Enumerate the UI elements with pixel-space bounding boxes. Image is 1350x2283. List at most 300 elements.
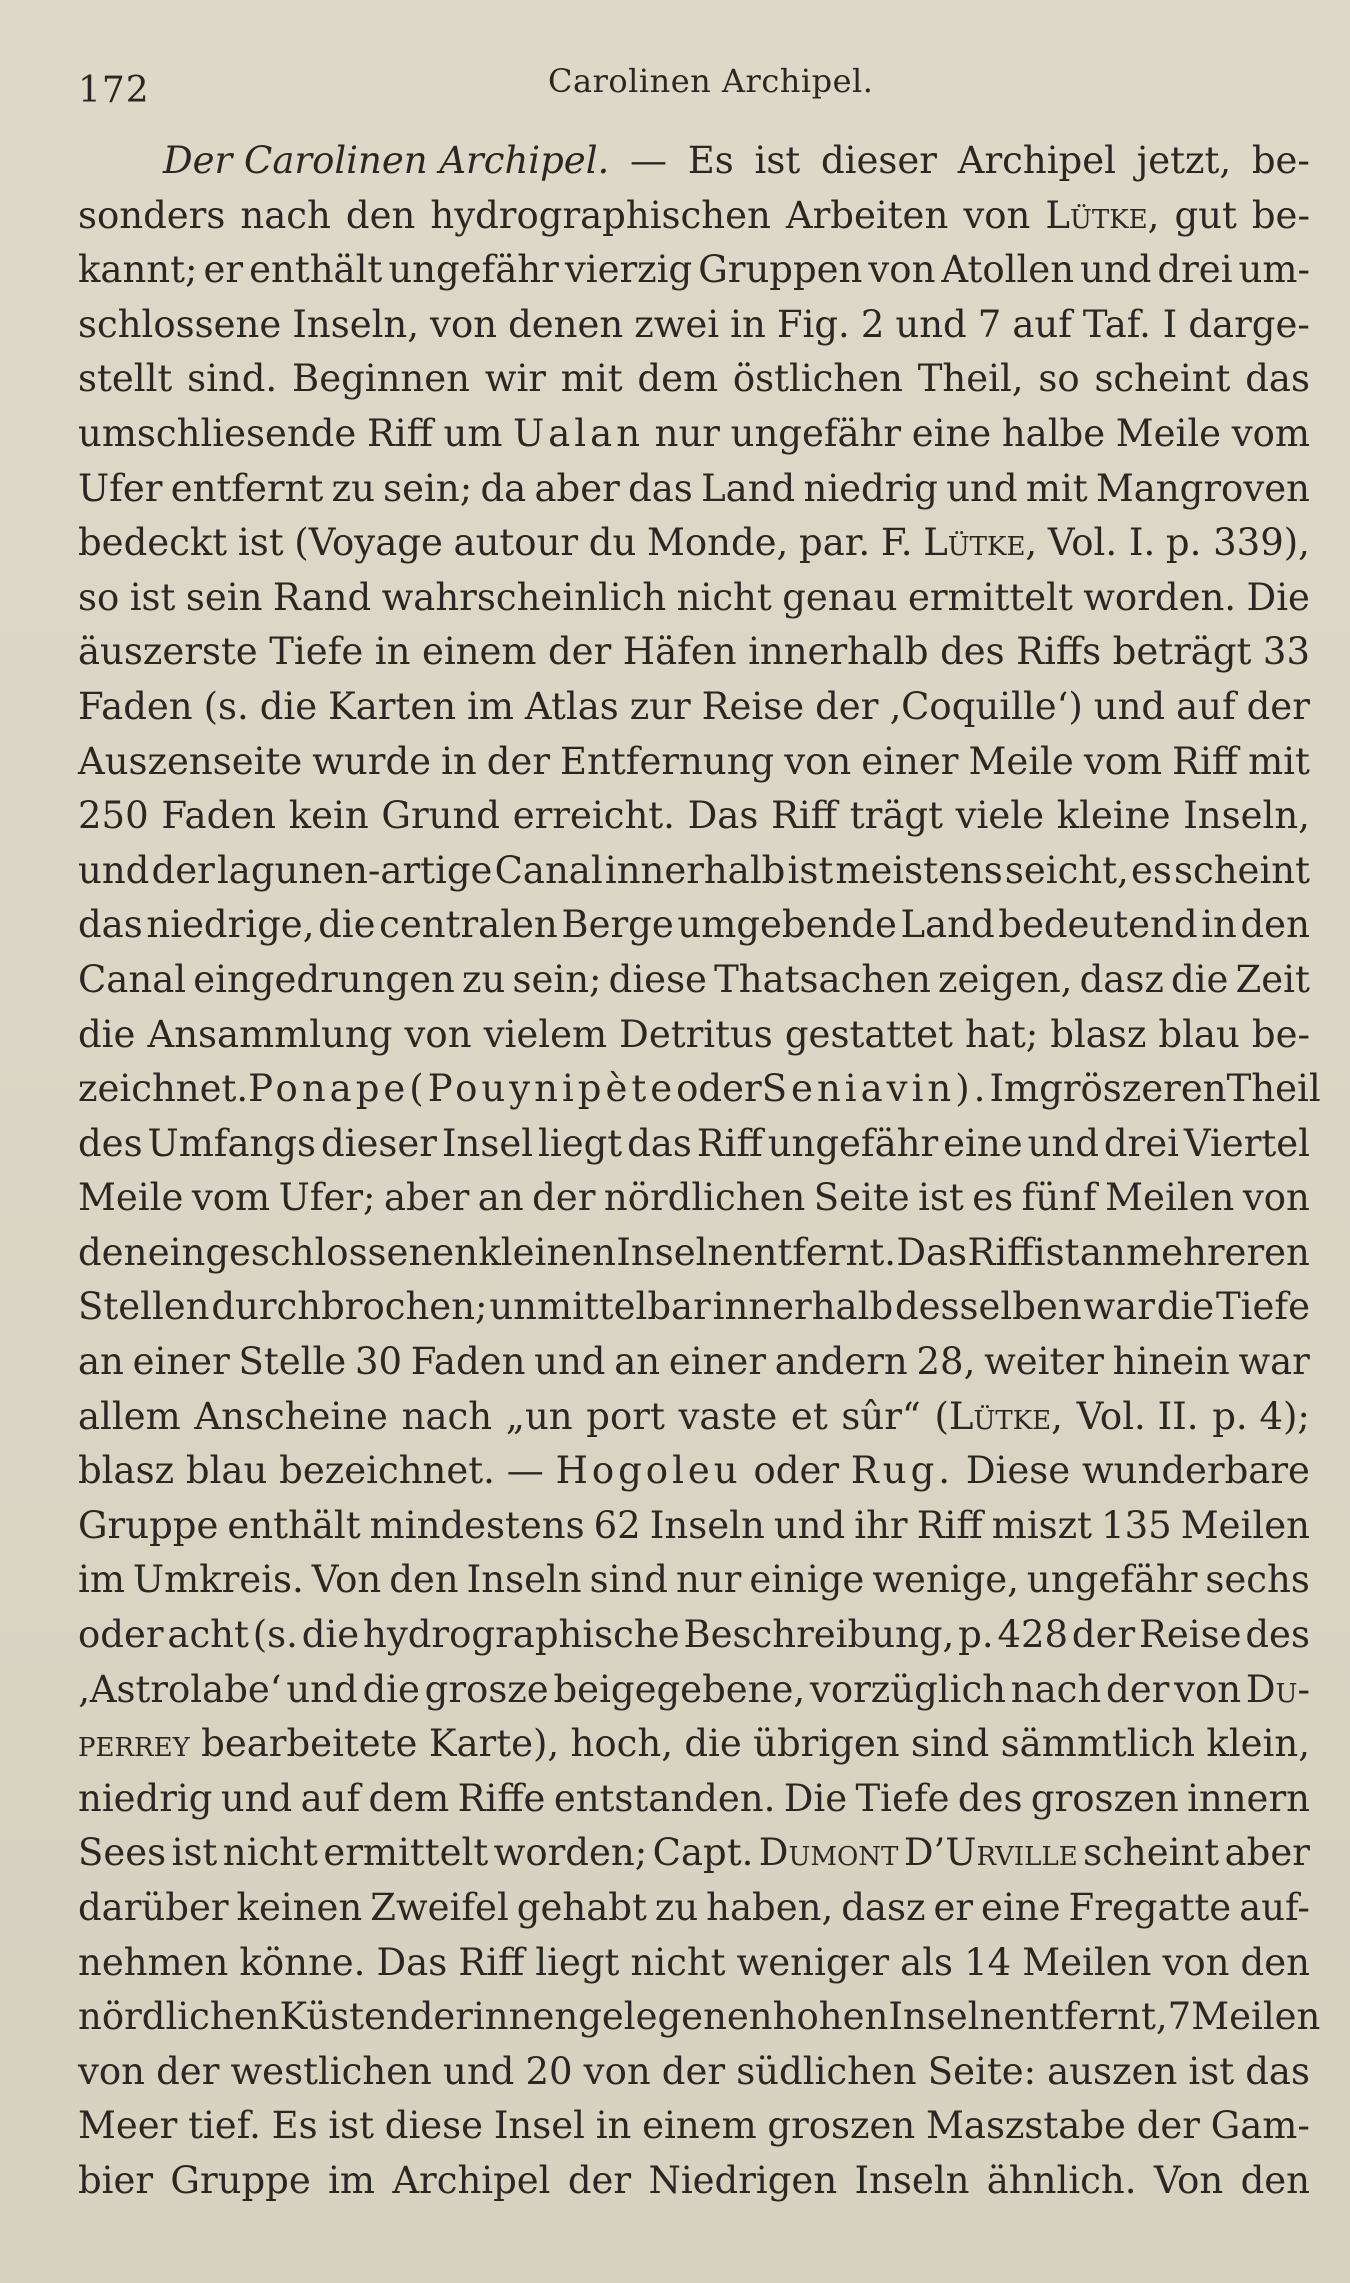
word: Von	[1153, 2158, 1224, 2202]
word: genau	[782, 575, 898, 619]
word: weniger	[736, 1940, 890, 1984]
word: des	[1245, 1613, 1310, 1657]
word: hydrographische	[363, 1613, 680, 1657]
word: die	[684, 1722, 742, 1766]
word: ist	[328, 2104, 375, 2148]
word: ungefähr	[388, 248, 559, 292]
text-line	[78, 516, 1310, 571]
word: Ualan	[513, 411, 645, 455]
word: Riff	[771, 794, 838, 838]
word: Karten	[328, 684, 457, 728]
word: ist	[754, 139, 801, 182]
word: die	[362, 1667, 420, 1711]
word: Meilen	[1191, 1995, 1321, 2039]
word: in	[1201, 903, 1237, 947]
word: Es	[687, 139, 734, 182]
word: Theil	[1226, 1067, 1321, 1111]
word: den	[389, 1558, 459, 1602]
word: ist	[237, 521, 284, 565]
word: Zeit	[1235, 957, 1310, 1001]
word: Seite:	[927, 2049, 1037, 2093]
word: übrigen	[753, 1722, 900, 1766]
word: ungefähr	[730, 411, 902, 455]
word: oder	[78, 1613, 164, 1657]
word: oder	[676, 1067, 762, 1111]
word: auf	[1012, 302, 1072, 346]
text-line	[78, 462, 1310, 517]
word: vielem	[483, 1012, 608, 1056]
word: 30	[354, 1340, 403, 1384]
word: im	[467, 684, 514, 728]
word: Rand	[272, 575, 372, 619]
word: Das	[896, 1230, 968, 1274]
word: das	[78, 903, 143, 947]
word: ungefähr	[767, 1121, 939, 1165]
word: mit	[1248, 739, 1310, 783]
word: der	[1136, 2104, 1200, 2148]
word: Faden	[78, 684, 193, 728]
text-line	[78, 1772, 1310, 1827]
word: einem	[421, 630, 537, 674]
word: da	[480, 466, 527, 510]
word: der	[815, 684, 879, 728]
word: Auszenseite	[78, 739, 303, 783]
word: sind	[910, 1722, 990, 1766]
text-line	[78, 134, 1310, 189]
word: einige	[749, 1558, 865, 1602]
word: bezeichnet.	[279, 1449, 495, 1493]
word: vaste	[678, 1394, 778, 1438]
word: dasz	[1079, 957, 1164, 1001]
word: wahrscheinlich	[381, 575, 667, 619]
text-line	[78, 1280, 1310, 1335]
word: zeichnet.	[78, 1067, 249, 1111]
word: grosze	[424, 1667, 549, 1711]
text-line	[78, 1717, 1310, 1772]
word: und	[1093, 684, 1166, 728]
word: niedrig	[803, 466, 938, 510]
running-head: Carolinen Archipel.	[548, 62, 874, 100]
word: scheint	[1174, 848, 1310, 892]
word: von	[1242, 1176, 1310, 1220]
word: bearbeitete	[201, 1722, 418, 1766]
word: Du-	[1245, 1667, 1310, 1711]
word: Ansammlung	[147, 1012, 393, 1056]
word: dem	[368, 1776, 450, 1820]
word: die	[259, 684, 318, 728]
word: worden.	[1083, 575, 1237, 619]
word: von	[784, 739, 852, 783]
text-line	[78, 1936, 1310, 1991]
word: entstanden.	[553, 1776, 776, 1820]
word: ‚Coquille‘)	[889, 684, 1083, 728]
word: par.	[799, 521, 871, 565]
word: Atollen	[941, 248, 1075, 292]
word: Riffe	[457, 1776, 546, 1820]
word: aber	[1224, 1831, 1310, 1875]
word: port	[586, 1394, 665, 1438]
word: und	[220, 1776, 293, 1820]
word: äuszerste	[78, 630, 258, 674]
text-line	[78, 789, 1310, 844]
word: einem	[642, 2104, 757, 2148]
word: centralen	[379, 903, 558, 947]
word: Lütke,	[1045, 193, 1160, 237]
word: von	[1162, 1940, 1230, 1984]
text-line	[78, 1553, 1310, 1608]
word: hinein	[1112, 1340, 1230, 1384]
word: stellt	[78, 357, 173, 401]
word: Land	[701, 466, 796, 510]
text-line	[78, 1608, 1310, 1663]
word: zu	[331, 466, 375, 510]
text-line	[78, 1444, 1310, 1499]
word: und	[286, 1667, 358, 1711]
word: Fig.	[776, 302, 850, 346]
word: mit	[560, 357, 623, 401]
word: den	[1240, 903, 1310, 947]
word: eine	[911, 411, 992, 455]
word: sein	[185, 575, 263, 619]
word: be-	[1251, 139, 1310, 182]
word: Stellen	[78, 1285, 210, 1329]
word: 428	[997, 1613, 1069, 1657]
word: die	[318, 903, 376, 947]
word: tief.	[188, 2104, 261, 2148]
word: blasz	[1050, 1012, 1147, 1056]
text-line	[78, 1335, 1310, 1390]
word: blasz	[78, 1449, 175, 1493]
word: du	[588, 521, 637, 565]
word: Diese	[965, 1449, 1071, 1493]
word: et	[790, 1394, 828, 1438]
word: den	[1240, 1940, 1310, 1984]
word: ermittelt	[907, 575, 1073, 619]
word: schlossene	[78, 302, 282, 346]
word: aber	[383, 1176, 470, 1220]
word: Gam-	[1210, 2104, 1310, 2148]
word: der	[548, 630, 612, 674]
word: Meile	[78, 1176, 184, 1220]
word: umgebende	[677, 903, 897, 947]
word: Faden	[161, 794, 276, 838]
word: kein	[288, 794, 369, 838]
text-line	[78, 1226, 1310, 1281]
text-line	[78, 953, 1310, 1008]
word: umschliesende	[78, 411, 357, 455]
word: Reise	[701, 684, 805, 728]
word: Der Carolinen Archipel.	[163, 139, 610, 182]
word: sind.	[187, 357, 278, 401]
word: nur	[654, 411, 720, 455]
word: sämmtlich	[1000, 1722, 1195, 1766]
word: den	[345, 193, 416, 237]
word: Archipel	[957, 139, 1116, 182]
body-text	[78, 134, 1321, 2209]
word: hat;	[964, 1012, 1039, 1056]
text-line	[78, 898, 1310, 953]
word: entfernt	[170, 466, 324, 510]
word: Arbeiten	[785, 193, 949, 237]
word: diese	[384, 2104, 484, 2148]
word: eingedrungen	[193, 957, 455, 1001]
word: nur	[675, 1558, 742, 1602]
word: Hogoleu	[555, 1449, 742, 1493]
word: nach	[240, 193, 331, 237]
word: sein;	[383, 466, 473, 510]
word: Canal	[494, 848, 603, 892]
word: Dumont	[758, 1831, 899, 1875]
word: liegt	[538, 1121, 623, 1165]
word: entfernt.	[731, 1230, 896, 1274]
word: Taf. I	[1082, 302, 1178, 346]
word: klein,	[1206, 1722, 1310, 1766]
word: den	[78, 1230, 148, 1274]
word: im	[78, 1558, 125, 1602]
word: Inseln	[649, 1503, 765, 1547]
word: Inseln	[616, 1230, 732, 1274]
word: unmittelbar	[489, 1285, 711, 1329]
word: Riff	[916, 1503, 983, 1547]
word: zu	[462, 957, 506, 1001]
word: an	[1079, 1230, 1126, 1274]
word: Grund	[381, 794, 500, 838]
word: p.	[958, 1613, 994, 1657]
word: vierzig	[564, 248, 693, 292]
word: Vol. II.	[1076, 1394, 1199, 1438]
word: die	[1156, 1285, 1215, 1329]
word: der	[1246, 684, 1310, 728]
word: Niedrigen	[648, 2158, 838, 2202]
word: vom	[1231, 411, 1310, 455]
word: 62	[593, 1503, 641, 1547]
word: von	[430, 302, 498, 346]
text-line	[78, 735, 1310, 790]
word: ist	[171, 1831, 218, 1875]
word: autour	[453, 521, 579, 565]
word: (Voyage	[294, 521, 443, 565]
word: ungefähr	[1026, 1558, 1198, 1602]
word: Land	[900, 903, 995, 947]
word: sonders	[78, 193, 226, 237]
text-line	[78, 189, 1310, 244]
word: um	[443, 411, 503, 455]
word: 20	[525, 2049, 573, 2093]
word: Beginnen	[292, 357, 470, 401]
word: Berge	[561, 903, 674, 947]
word: innerhalb	[748, 630, 929, 674]
word: mindestens	[369, 1503, 585, 1547]
word: dasz	[841, 1886, 926, 1929]
word: fünf	[1021, 1176, 1097, 1220]
word: Meile	[1115, 411, 1222, 455]
word: Tiefe	[855, 1776, 950, 1820]
word: perrey	[78, 1722, 190, 1766]
word: wurde	[312, 739, 432, 783]
word: an	[477, 1176, 524, 1220]
word: Reise	[1139, 1613, 1242, 1657]
text-line	[78, 1390, 1310, 1445]
word: Das	[687, 794, 759, 838]
word: auf	[1176, 684, 1236, 728]
word: eine	[943, 1121, 1023, 1165]
word: ist	[1033, 1230, 1080, 1274]
word: p. 4);	[1212, 1394, 1310, 1438]
word: in	[595, 2104, 632, 2148]
word: der	[567, 2158, 632, 2202]
word: der	[409, 1995, 473, 2039]
word: beträgt	[1112, 630, 1252, 674]
word: des	[940, 630, 1005, 674]
word: Meilen	[1105, 1176, 1235, 1220]
word: der	[661, 2049, 726, 2093]
word: das	[1245, 357, 1310, 401]
word: Gruppen	[698, 248, 863, 292]
text-line	[78, 2154, 1310, 2209]
text-line	[78, 571, 1310, 626]
word: Meer	[78, 2104, 178, 2148]
word: innerhalb	[712, 1285, 894, 1329]
word: an	[78, 1340, 124, 1384]
word: beigegebene,	[553, 1667, 806, 1711]
word: einer	[668, 1340, 767, 1384]
word: als	[900, 1940, 954, 1984]
word: ist	[1188, 2049, 1235, 2093]
word: in	[374, 630, 411, 674]
word: erreicht.	[512, 794, 675, 838]
word: Tiefe	[1215, 1285, 1310, 1329]
word: Inseln	[854, 2158, 970, 2202]
word: wir	[484, 357, 546, 401]
word: an	[614, 1340, 661, 1384]
word: groszen	[1030, 1776, 1179, 1820]
word: dieser	[821, 139, 937, 182]
word: und	[946, 466, 1018, 510]
word: Riff	[458, 1940, 525, 1984]
word: be-	[1251, 193, 1310, 237]
word: 135	[1101, 1503, 1172, 1547]
word: Das	[376, 1940, 448, 1984]
text-line	[78, 844, 1310, 899]
word: von	[583, 2049, 651, 2093]
word: seicht,	[1004, 848, 1129, 892]
text-line	[78, 243, 1310, 298]
word: 250	[78, 794, 149, 838]
word: (Lütke,	[934, 1394, 1063, 1438]
text-line	[78, 1062, 1321, 1117]
text-line	[78, 2045, 1310, 2100]
word: p. 339),	[1165, 521, 1310, 565]
word: nicht	[676, 575, 772, 619]
word: der	[156, 2049, 220, 2093]
word: acht	[167, 1613, 249, 1657]
word: bier	[78, 2158, 154, 2202]
word: Detritus	[619, 1012, 773, 1056]
word: Inseln,	[292, 302, 420, 346]
word: niedrig	[78, 1776, 213, 1820]
word: Gruppe	[170, 2158, 311, 2202]
word: ist	[129, 575, 176, 619]
word: Anscheine	[194, 1394, 388, 1438]
word: zeigen,	[938, 957, 1073, 1001]
word: sûr“	[841, 1394, 921, 1438]
word: viele	[955, 794, 1045, 838]
word: einer	[861, 739, 959, 783]
word: war	[1238, 1340, 1310, 1384]
word: Sees	[78, 1831, 167, 1875]
word: gelegenen	[578, 1995, 773, 2039]
word: enthält	[227, 1503, 361, 1547]
word: hoch,	[570, 1722, 673, 1766]
word: dieser	[320, 1121, 437, 1165]
word: Viertel	[1183, 1121, 1310, 1165]
word: vorzüglich	[809, 1667, 1007, 1711]
word: sind	[589, 1558, 668, 1602]
word: innern	[1187, 1776, 1310, 1820]
word: kleinen	[478, 1230, 616, 1274]
word: vom	[1083, 739, 1163, 783]
word: Gruppe	[78, 1503, 219, 1547]
word: der	[486, 739, 551, 783]
word: miszt	[991, 1503, 1093, 1547]
word: war	[1083, 1285, 1155, 1329]
word: innen	[472, 1995, 579, 2039]
word: und	[1027, 1121, 1099, 1165]
text-line	[78, 1171, 1310, 1226]
word: D’Urville	[903, 1831, 1078, 1875]
word: so	[1038, 357, 1080, 401]
word: der	[1106, 1667, 1170, 1711]
word: wenige,	[872, 1558, 1019, 1602]
word: Atlas	[524, 684, 619, 728]
word: Monde,	[646, 521, 789, 565]
word: Es	[271, 2104, 318, 2148]
word: niedrige,	[146, 903, 315, 947]
word: Riff	[366, 411, 433, 455]
word: einer	[132, 1340, 230, 1384]
word: worden;	[493, 1831, 648, 1875]
word: Von	[311, 1558, 382, 1602]
word: nach	[401, 1394, 493, 1438]
word: groszen	[767, 2104, 916, 2148]
word: die	[301, 1613, 360, 1657]
word: Entfernung	[560, 739, 775, 783]
word: zwei	[634, 302, 720, 346]
word: —	[506, 1449, 544, 1493]
word: er	[933, 1886, 974, 1929]
word: Insel	[493, 2104, 585, 2148]
text-line	[78, 2099, 1310, 2154]
word: Inseln,	[1183, 794, 1310, 838]
word: um-	[1238, 248, 1310, 292]
word: 14	[964, 1940, 1012, 1984]
word: durchbrochen;	[211, 1285, 488, 1329]
word: des	[78, 1121, 143, 1165]
word: bedeutend	[998, 903, 1198, 947]
word: darüber	[78, 1886, 229, 1929]
word: Lütke,	[923, 521, 1038, 565]
word: Stelle	[238, 1340, 347, 1384]
word: es	[972, 1176, 1014, 1220]
text-line	[78, 1990, 1321, 2045]
word: in	[730, 302, 766, 346]
word: ähnlich.	[986, 2158, 1137, 2202]
word: Riffs	[1016, 630, 1102, 674]
text-line	[78, 407, 1310, 462]
word: auszen	[1047, 2049, 1178, 2093]
word: blau	[185, 1449, 268, 1493]
word: ermittelt	[323, 1831, 489, 1875]
